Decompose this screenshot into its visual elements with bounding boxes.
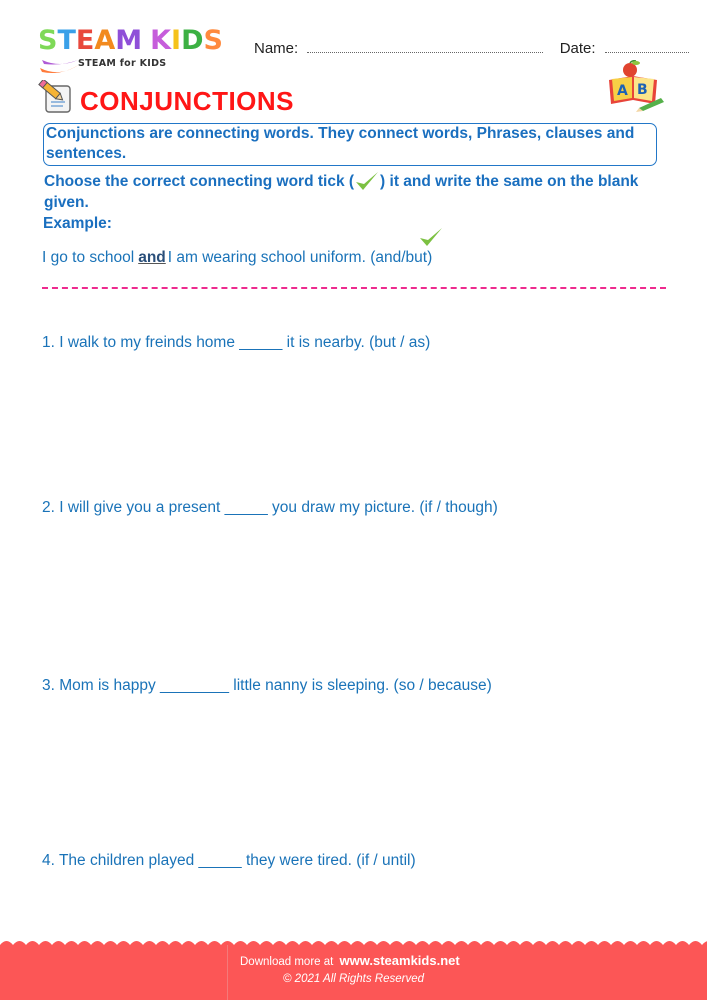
instruction-part2: ) it and write the same on the blank given. xyxy=(44,173,639,211)
section-divider xyxy=(42,287,666,289)
page-title: CONJUNCTIONS xyxy=(80,86,295,116)
date-label: Date: xyxy=(559,40,596,57)
name-label: Name: xyxy=(254,40,299,57)
logo-swoosh-icon xyxy=(40,56,80,78)
footer-download xyxy=(240,953,460,968)
question-3: 3. Mom is happy ________ little nanny is sleeping. (so / because) xyxy=(42,677,492,694)
logo-letter: K xyxy=(150,25,172,56)
website-link[interactable]: www.steamkids.net xyxy=(339,953,460,968)
name-date-row xyxy=(254,40,689,57)
logo-letter: I xyxy=(171,25,182,56)
instruction-part1: Choose the correct connecting word tick ( xyxy=(44,173,355,190)
example-after: I am wearing school uniform. (and/but) xyxy=(167,249,433,266)
logo-letter: T xyxy=(57,25,76,56)
svg-text:B: B xyxy=(637,82,648,98)
question-2: 2. I will give you a present _____ you draw my picture. (if / though) xyxy=(42,499,498,516)
footer-separator xyxy=(227,945,228,1000)
example-label: Example: xyxy=(43,215,112,232)
download-text: Download more at xyxy=(240,956,334,968)
example-sentence xyxy=(42,249,432,267)
logo-letter: E xyxy=(75,25,95,56)
logo-tagline: STEAM for KIDS xyxy=(78,58,167,69)
name-field[interactable] xyxy=(307,40,543,53)
abc-book-icon xyxy=(603,60,667,112)
date-field[interactable] xyxy=(605,40,689,53)
logo-letter: A xyxy=(94,25,116,56)
definition-text: Conjunctions are connecting words. They connect words, Phrases, clauses and sentences. xyxy=(46,125,635,162)
logo-letter: S xyxy=(203,25,223,56)
question-1: 1. I walk to my freinds home _____ it is nearby. (but / as) xyxy=(42,334,431,351)
instruction-text xyxy=(44,170,664,213)
footer-copyright: © 2021 All Rights Reserved xyxy=(283,973,425,985)
checkmark-icon xyxy=(354,170,380,192)
svg-text:A: A xyxy=(617,83,628,99)
logo-letter: M xyxy=(115,25,143,56)
pencil-paper-icon xyxy=(38,80,74,114)
logo-letter: D xyxy=(181,25,204,56)
question-4: 4. The children played _____ they were tired. (if / until) xyxy=(42,852,416,869)
example-before: I go to school xyxy=(42,249,135,266)
logo-letter: S xyxy=(38,25,58,56)
example-checkmark-icon xyxy=(418,224,444,250)
example-answer: and xyxy=(138,249,166,266)
steam-kids-logo xyxy=(38,26,223,56)
